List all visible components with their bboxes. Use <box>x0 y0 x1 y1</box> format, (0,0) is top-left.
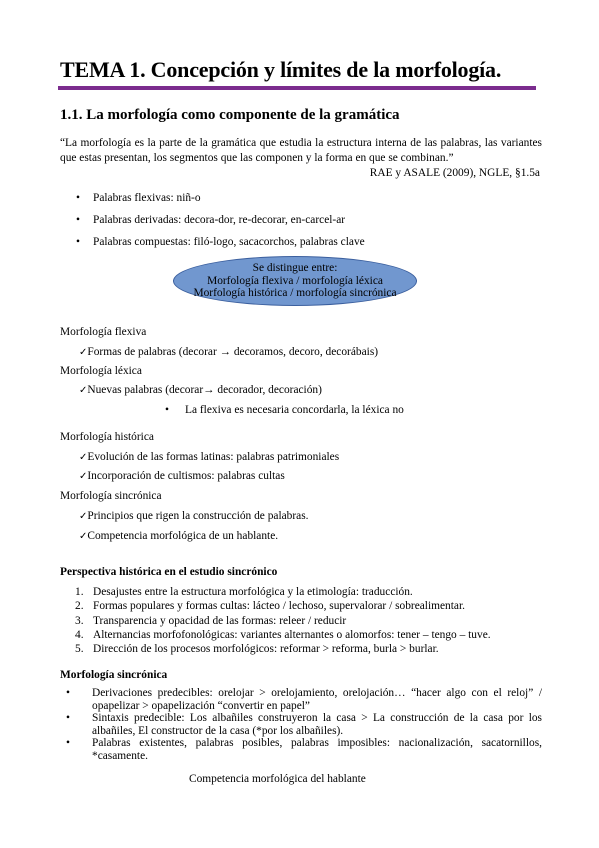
list-item: • Palabras compuestas: filó-logo, sacacorchos, palabras clave <box>76 236 365 248</box>
list-item: • Sintaxis predecible: Los albañiles construyeron la casa > La construcción de la casa por los albañiles, El constructor de la casa (*por los albañiles). <box>66 712 542 737</box>
morf-sincronica-heading: Morfología sincrónica <box>60 669 168 681</box>
sincronica-item: ✓Principios que rigen la construcción de palabras. <box>79 510 309 522</box>
section-heading: 1.1. La morfología como componente de la gramática <box>60 107 400 123</box>
lexica-label: Morfología léxica <box>60 365 142 377</box>
competencia-caption: Competencia morfológica del hablante <box>189 773 366 785</box>
ellipse-line: Morfología flexiva / morfología léxica <box>207 274 383 287</box>
lexica-item: ✓Nuevas palabras (decorar→ decorador, decoración) <box>79 384 322 396</box>
checkmark-icon: ✓ <box>79 511 88 522</box>
list-item: 5. Dirección de los procesos morfológicos: reformar > reforma, burla > burlar. <box>75 643 439 656</box>
list-item: • Derivaciones predecibles: orelojar > orelojamiento, orelojación… “hacer algo con el reloj” / opapelizar > opapelización “convertir en papel” <box>66 687 542 712</box>
list-item: 3. Transparencia y opacidad de las formas: releer / reducir <box>75 614 347 627</box>
historica-item: ✓Incorporación de cultismos: palabras cultas <box>79 470 285 482</box>
list-item: 2. Formas populares y formas cultas: lácteo / lechoso, supervalorar / sobrealimentar. <box>75 600 465 613</box>
flexiva-item: ✓Formas de palabras (decorar → decoramos, decoro, decorábais) <box>79 346 379 358</box>
list-item: • Palabras derivadas: decora-dor, re-decorar, en-carcel-ar <box>76 214 346 226</box>
ellipse-line: Se distingue entre: <box>252 262 338 275</box>
checkmark-icon: ✓ <box>79 452 88 463</box>
title-underline <box>58 86 536 90</box>
definition-quote: “La morfología es la parte de la gramática que estudia la estructura interna de las palabras, las variantes que estas presentan, los segmentos que las componen y la forma en que se combinan.” <box>60 137 542 164</box>
ellipse-line: Morfología histórica / morfología sincrónica <box>193 287 397 300</box>
morf-sincronica-list <box>66 687 542 763</box>
quote-citation: RAE y ASALE (2009), NGLE, §1.5a <box>369 167 540 179</box>
checkmark-icon: ✓ <box>79 531 88 542</box>
flexiva-label: Morfología flexiva <box>60 326 147 338</box>
page-title: TEMA 1. Concepción y límites de la morfología. <box>60 57 502 82</box>
perspectiva-heading: Perspectiva histórica en el estudio sincrónico <box>60 566 278 578</box>
list-item: • Palabras existentes, palabras posibles, palabras imposibles: nacionalización, sacatornillos, *casamente. <box>66 737 542 762</box>
historica-label: Morfología histórica <box>60 431 154 443</box>
word-types-list <box>76 187 365 253</box>
perspectiva-list <box>75 585 491 656</box>
historica-item: ✓Evolución de las formas latinas: palabras patrimoniales <box>79 451 340 463</box>
sincronica-label: Morfología sincrónica <box>60 490 162 502</box>
list-item: • Palabras flexivas: niñ-o <box>76 192 201 204</box>
sincronica-item: ✓Competencia morfológica de un hablante. <box>79 530 279 542</box>
checkmark-icon: ✓ <box>79 347 88 358</box>
checkmark-icon: ✓ <box>79 471 88 482</box>
list-item: 1. Desajustes entre la estructura morfológica y la etimología: traducción. <box>75 586 413 598</box>
list-item: 4. Alternancias morfofonológicas: variantes alternantes o alomorfos: tener – tengo – tuve. <box>75 628 491 641</box>
distinction-ellipse <box>173 256 417 306</box>
lexica-note: • La flexiva es necesaria concordarla, la léxica no <box>165 404 404 416</box>
checkmark-icon: ✓ <box>79 385 88 396</box>
